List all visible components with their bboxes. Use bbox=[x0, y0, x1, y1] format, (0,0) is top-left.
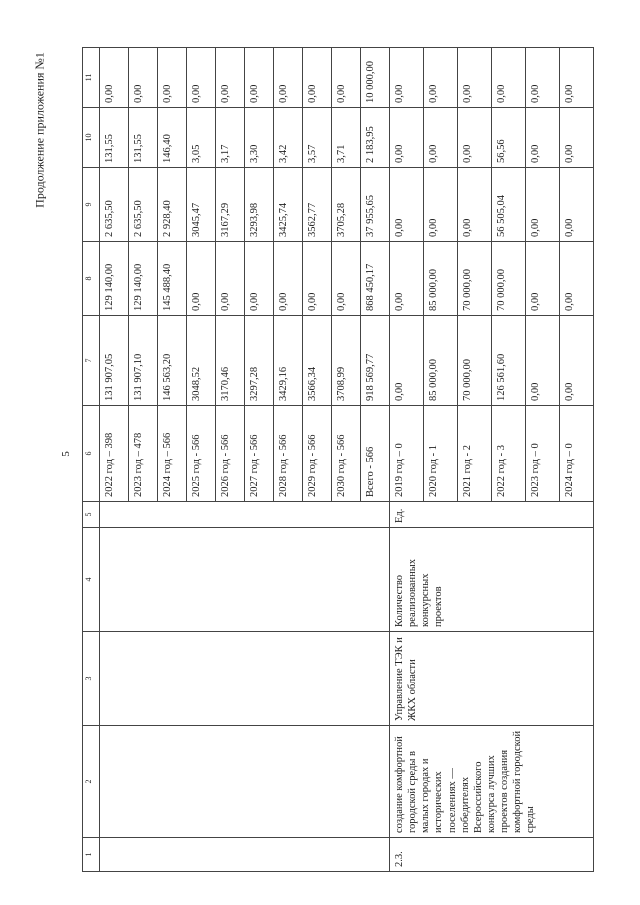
table-cell: 85 000,00 bbox=[424, 316, 458, 406]
table-cell: 3048,52 bbox=[187, 316, 216, 406]
table-cell: 2027 год - 566 bbox=[245, 406, 274, 502]
table-cell: 0,00 bbox=[560, 242, 594, 316]
table-row bbox=[390, 48, 424, 872]
column-number: 10 bbox=[83, 108, 100, 168]
table-cell: 3,57 bbox=[303, 108, 332, 168]
header-row bbox=[83, 48, 100, 872]
table-cell: 70 000,00 bbox=[492, 242, 526, 316]
table-cell: 918 569,77 bbox=[361, 316, 390, 406]
table-cell: 3,71 bbox=[332, 108, 361, 168]
table-cell: 0,00 bbox=[458, 48, 492, 108]
table-cell: 126 561,60 bbox=[492, 316, 526, 406]
table-cell: 2021 год - 2 bbox=[458, 406, 492, 502]
table-cell: 0,00 bbox=[526, 168, 560, 242]
table-cell: 0,00 bbox=[100, 48, 129, 108]
table-cell: 0,00 bbox=[129, 48, 158, 108]
table-cell: 2 635,50 bbox=[129, 168, 158, 242]
column-number: 2 bbox=[83, 726, 100, 838]
table-cell: 146 563,20 bbox=[158, 316, 187, 406]
table-cell: 868 450,17 bbox=[361, 242, 390, 316]
table-cell: 0,00 bbox=[390, 168, 424, 242]
table-cell: 0,00 bbox=[332, 48, 361, 108]
column-number: 9 bbox=[83, 168, 100, 242]
table-cell: 3045,47 bbox=[187, 168, 216, 242]
table-cell: 3429,16 bbox=[274, 316, 303, 406]
table-cell: 0,00 bbox=[492, 48, 526, 108]
table-cell: 2 635,50 bbox=[100, 168, 129, 242]
budget-table bbox=[82, 47, 594, 872]
table-cell: 3562,77 bbox=[303, 168, 332, 242]
table-cell: 0,00 bbox=[274, 242, 303, 316]
table-cell: 0,00 bbox=[424, 48, 458, 108]
table-cell: 0,00 bbox=[424, 108, 458, 168]
table-cell: 0,00 bbox=[424, 168, 458, 242]
table-cell: 2026 год - 566 bbox=[216, 406, 245, 502]
table-cell: 56,56 bbox=[492, 108, 526, 168]
table-cell: 145 488,40 bbox=[158, 242, 187, 316]
table-cell: 3,30 bbox=[245, 108, 274, 168]
column-number: 5 bbox=[83, 502, 100, 528]
table-cell: 0,00 bbox=[303, 242, 332, 316]
table-cell: 3566,34 bbox=[303, 316, 332, 406]
section-unit: Ед. bbox=[390, 502, 594, 528]
appendix-title: Продолжение приложения №1 bbox=[32, 52, 47, 208]
table-cell: 0,00 bbox=[332, 242, 361, 316]
table-cell: 129 140,00 bbox=[100, 242, 129, 316]
table-cell: 0,00 bbox=[526, 108, 560, 168]
column-number: 1 bbox=[83, 838, 100, 872]
table-cell: 0,00 bbox=[158, 48, 187, 108]
section-executor: Управление ТЭК и ЖКХ области bbox=[390, 632, 594, 726]
table-cell: 2020 год - 1 bbox=[424, 406, 458, 502]
table-cell: 85 000,00 bbox=[424, 242, 458, 316]
table-cell: 0,00 bbox=[187, 48, 216, 108]
table-cell: 56 505,04 bbox=[492, 168, 526, 242]
table-cell: 3425,74 bbox=[274, 168, 303, 242]
table-cell: 0,00 bbox=[560, 48, 594, 108]
column-number: 8 bbox=[83, 242, 100, 316]
column-number: 6 bbox=[83, 406, 100, 502]
table-cell: 0,00 bbox=[526, 242, 560, 316]
table-cell: 0,00 bbox=[560, 168, 594, 242]
table-cell: 0,00 bbox=[390, 108, 424, 168]
table-cell: 2023 год – 0 bbox=[526, 406, 560, 502]
table-cell: 0,00 bbox=[187, 242, 216, 316]
section-indicator: Количество реализованных конкурсных проектов bbox=[390, 528, 594, 632]
cell-col2 bbox=[100, 726, 390, 838]
cell-col3 bbox=[100, 632, 390, 726]
table-cell: 70 000,00 bbox=[458, 242, 492, 316]
table-cell: 2022 год – 398 bbox=[100, 406, 129, 502]
table-cell: 2023 год – 478 bbox=[129, 406, 158, 502]
table-cell: 3170,46 bbox=[216, 316, 245, 406]
table-cell: 2030 год - 566 bbox=[332, 406, 361, 502]
table-cell: 10 000,00 bbox=[361, 48, 390, 108]
table-cell: 131,55 bbox=[100, 108, 129, 168]
table-cell: 2024 год – 566 bbox=[158, 406, 187, 502]
table-cell: 3,05 bbox=[187, 108, 216, 168]
table-cell: 0,00 bbox=[245, 48, 274, 108]
table-cell: 0,00 bbox=[390, 316, 424, 406]
table-cell: 70 000,00 bbox=[458, 316, 492, 406]
table-cell: 2024 год – 0 bbox=[560, 406, 594, 502]
table-cell: 2022 год - 3 bbox=[492, 406, 526, 502]
table-cell: 0,00 bbox=[458, 168, 492, 242]
table-cell: 146,40 bbox=[158, 108, 187, 168]
table-cell: 131 907,10 bbox=[129, 316, 158, 406]
table-cell: 3705,28 bbox=[332, 168, 361, 242]
table-cell: 2 928,40 bbox=[158, 168, 187, 242]
table-cell: 0,00 bbox=[560, 316, 594, 406]
section-number: 2.3. bbox=[390, 838, 594, 872]
table-cell: 0,00 bbox=[526, 316, 560, 406]
table-cell: 0,00 bbox=[526, 48, 560, 108]
table-cell: 131 907,05 bbox=[100, 316, 129, 406]
table-cell: 0,00 bbox=[560, 108, 594, 168]
cell-col1 bbox=[100, 838, 390, 872]
table-cell: 0,00 bbox=[390, 48, 424, 108]
table-cell: 0,00 bbox=[390, 242, 424, 316]
column-number: 7 bbox=[83, 316, 100, 406]
page-number: 5 bbox=[60, 451, 72, 457]
table-cell: 3293,98 bbox=[245, 168, 274, 242]
table-cell: 2029 год - 566 bbox=[303, 406, 332, 502]
table-cell: 2 183,95 bbox=[361, 108, 390, 168]
cell-col4 bbox=[100, 528, 390, 632]
table-cell: 0,00 bbox=[274, 48, 303, 108]
table-cell: 0,00 bbox=[303, 48, 332, 108]
column-number: 4 bbox=[83, 528, 100, 632]
table-cell: 129 140,00 bbox=[129, 242, 158, 316]
table-cell: 0,00 bbox=[458, 108, 492, 168]
table-cell: 2025 год - 566 bbox=[187, 406, 216, 502]
table-cell: 131,55 bbox=[129, 108, 158, 168]
table-cell: 37 955,65 bbox=[361, 168, 390, 242]
table-row bbox=[100, 48, 129, 872]
table-cell: 0,00 bbox=[216, 242, 245, 316]
table-cell: 3167,29 bbox=[216, 168, 245, 242]
table-cell: 3,17 bbox=[216, 108, 245, 168]
table-cell: Всего - 566 bbox=[361, 406, 390, 502]
rotated-table bbox=[82, 48, 575, 872]
table-cell: 2028 год - 566 bbox=[274, 406, 303, 502]
section-name: создание комфортной городской среды в малых городах и исторических поселениях — победителях Всероссийского конкурса лучших проектов создания комфортной городской среды bbox=[390, 726, 594, 838]
column-number: 11 bbox=[83, 48, 100, 108]
table-cell: 3297,28 bbox=[245, 316, 274, 406]
table-cell: 3,42 bbox=[274, 108, 303, 168]
table-cell: 0,00 bbox=[245, 242, 274, 316]
cell-col5 bbox=[100, 502, 390, 528]
table-cell: 0,00 bbox=[216, 48, 245, 108]
table-cell: 2019 год – 0 bbox=[390, 406, 424, 502]
column-number: 3 bbox=[83, 632, 100, 726]
table-cell: 3708,99 bbox=[332, 316, 361, 406]
